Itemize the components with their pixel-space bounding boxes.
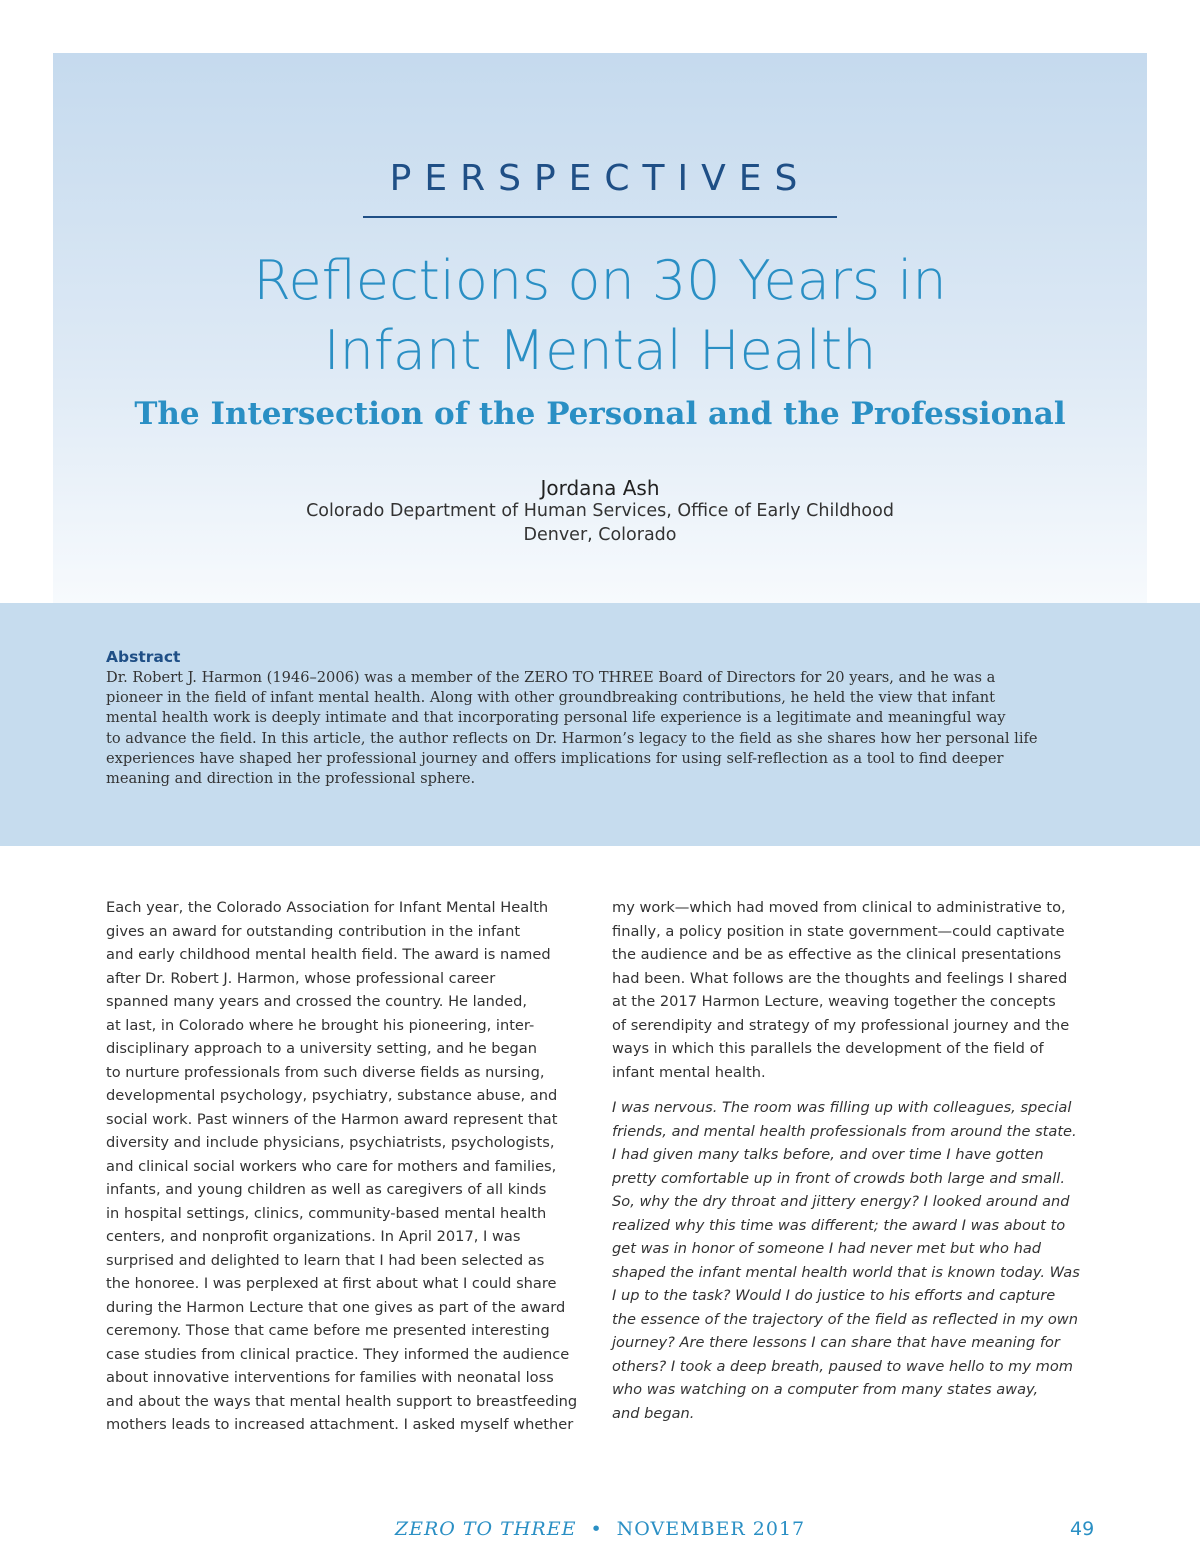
italic-line: who was watching on a computer from many states away, (612, 1381, 1039, 1398)
body-line: had been. What follows are the thoughts and feelings I shared (612, 969, 1068, 987)
footer-separator: • (590, 1518, 603, 1540)
italic-line: get was in honor of someone I had never met but who had (612, 1240, 1042, 1257)
abstract-text (106, 668, 1096, 789)
body-line: after Dr. Robert J. Harmon, whose professional career (106, 969, 496, 987)
italic-line: journey? Are there lessons I can share that have meaning for (612, 1334, 1060, 1351)
body-line: gives an award for outstanding contribution in the infant (106, 922, 521, 940)
body-line: disciplinary approach to a university setting, and he began (106, 1040, 538, 1057)
abstract-line: mental health work is deeply intimate and that incorporating personal life experience is a legitimate and meaningful way (106, 709, 1006, 727)
body-line: centers, and nonprofit organizations. In April 2017, I was (106, 1228, 521, 1245)
italic-line: So, why the dry throat and jittery energy? I looked around and (612, 1193, 1070, 1210)
body-line: of serendipity and strategy of my professional journey and the (612, 1016, 1070, 1034)
body-line: ways in which this parallels the development of the field of (612, 1040, 1044, 1057)
body-line: ceremony. Those that came before me presented interesting (106, 1322, 550, 1339)
body-line: and about the ways that mental health support to breastfeeding (106, 1392, 578, 1410)
page-number: 49 (1070, 1518, 1095, 1540)
body-line: infant mental health. (612, 1063, 766, 1081)
body-line: to nurture professionals from such diverse fields as nursing, (106, 1063, 545, 1081)
body-line: and clinical social workers who care for mothers and families, (106, 1157, 557, 1175)
author-name: Jordana Ash (540, 476, 660, 500)
italic-passage (612, 1096, 1102, 1425)
body-line: at the 2017 Harmon Lecture, weaving together the concepts (612, 993, 1056, 1010)
body-line: diversity and include physicians, psychiatrists, psychologists, (106, 1134, 555, 1151)
body-line: the honoree. I was perplexed at first about what I could share (106, 1275, 557, 1292)
article-title (0, 246, 1200, 386)
body-line: the audience and be as effective as the clinical presentations (612, 946, 1062, 963)
italic-line: realized why this time was different; the award I was about to (612, 1216, 1066, 1234)
footer-journal: ZERO TO THREE (394, 1518, 577, 1540)
body-line: finally, a policy position in state government—could captivate (612, 922, 1065, 940)
abstract-line: to advance the field. In this article, the author reflects on Dr. Harmon’s legacy to the field as she shares how her personal life (106, 729, 1038, 747)
body-line: spanned many years and crossed the country. He landed, (106, 993, 528, 1010)
italic-line: I up to the task? Would I do justice to his efforts and capture (612, 1287, 1056, 1304)
italic-line: pretty comfortable up in front of crowds both large and small. (612, 1169, 1065, 1187)
body-column-left (106, 896, 596, 1437)
section-rule (363, 216, 837, 218)
body-line: about innovative interventions for families with neonatal loss (106, 1369, 554, 1386)
abstract-line: meaning and direction in the professional sphere. (106, 770, 476, 788)
section-label: PERSPECTIVES (389, 158, 811, 199)
italic-line: and began. (612, 1404, 695, 1422)
body-line: Each year, the Colorado Association for Infant Mental Health (106, 899, 549, 916)
italic-line: shaped the infant mental health world that is known today. Was (612, 1263, 1080, 1281)
italic-line: friends, and mental health professionals from around the state. (612, 1122, 1077, 1140)
abstract-line: experiences have shaped her professional journey and offers implications for using self-reflection as a tool to find deeper (106, 749, 1004, 767)
article-subtitle: The Intersection of the Personal and the Professional (134, 396, 1066, 432)
italic-line: the essence of the trajectory of the field as reflected in my own (612, 1310, 1078, 1328)
italic-line: I was nervous. The room was filling up with colleagues, special (612, 1099, 1072, 1116)
italic-line: I had given many talks before, and over time I have gotten (612, 1146, 1044, 1163)
body-line: during the Harmon Lecture that one gives as part of the award (106, 1298, 566, 1316)
abstract-heading: Abstract (106, 648, 181, 666)
body-line: surprised and delighted to learn that I had been selected as (106, 1251, 545, 1269)
body-line: case studies from clinical practice. They informed the audience (106, 1345, 570, 1363)
title-line: Reflections on 30 Years in (253, 249, 947, 312)
body-line: social work. Past winners of the Harmon award represent that (106, 1110, 558, 1128)
title-line: Infant Mental Health (323, 319, 877, 382)
footer-date: NOVEMBER 2017 (616, 1518, 806, 1540)
abstract-line: Dr. Robert J. Harmon (1946–2006) was a member of the ZERO TO THREE Board of Directors for 20 years, and he was a (106, 669, 996, 686)
body-line: my work—which had moved from clinical to administrative to, (612, 899, 1066, 916)
body-line: developmental psychology, psychiatry, substance abuse, and (106, 1087, 558, 1104)
author-affiliation: Colorado Department of Human Services, Office of Early Childhood (306, 501, 894, 521)
body-line: in hospital settings, clinics, community-based mental health (106, 1204, 547, 1222)
body-line: and early childhood mental health field. The award is named (106, 946, 551, 963)
body-line: infants, and young children as well as caregivers of all kinds (106, 1181, 547, 1198)
body-line: mothers leads to increased attachment. I asked myself whether (106, 1416, 574, 1433)
author-location: Denver, Colorado (523, 525, 677, 545)
body-column-right (612, 896, 1102, 1084)
abstract-line: pioneer in the field of infant mental health. Along with other groundbreaking contributions, he held the view that infant (106, 689, 996, 707)
italic-line: others? I took a deep breath, paused to wave hello to my mom (612, 1357, 1074, 1375)
body-line: at last, in Colorado where he brought his pioneering, inter- (106, 1016, 535, 1034)
page-footer (0, 1518, 1200, 1540)
